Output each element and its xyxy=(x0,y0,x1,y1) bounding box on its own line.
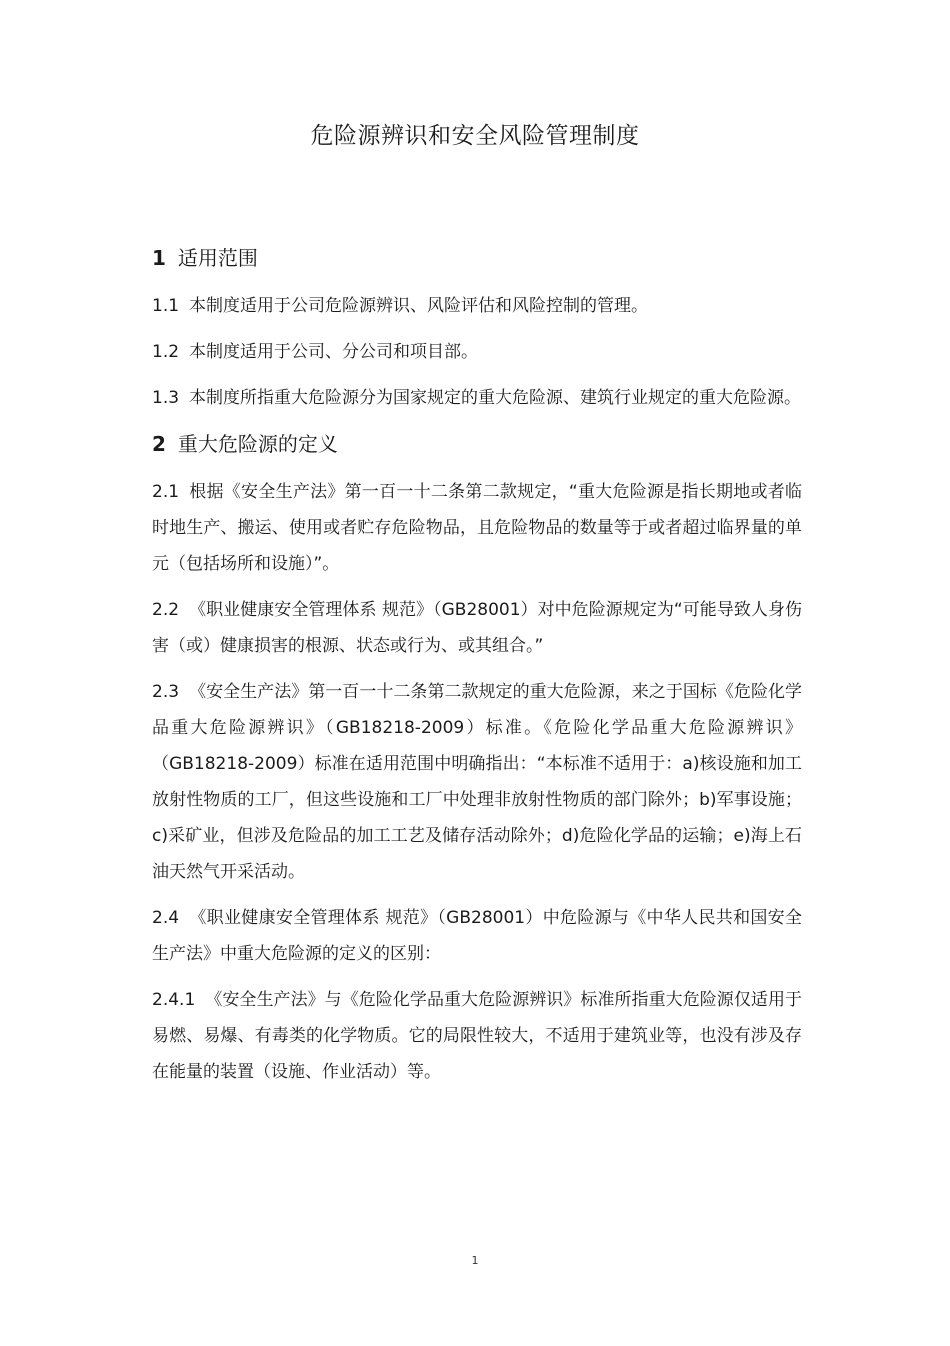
clause-text: 本制度适用于公司、分公司和项目部。 xyxy=(189,342,479,362)
clause-1-2 xyxy=(152,334,802,370)
clause-number: 2.3 xyxy=(152,682,180,702)
section-title: 重大危险源的定义 xyxy=(177,432,338,456)
clause-number: 2.1 xyxy=(152,482,180,502)
clause-text: 根据《安全生产法》第一百一十二条第二款规定，“重大危险源是指长期地或者临时地生产、搬运、使用或者贮存危险物品，且危险物品的数量等于或者超过临界量的单元（包括场所和设施）”。 xyxy=(152,482,802,574)
clause-text: 本制度所指重大危险源分为国家规定的重大危险源、建筑行业规定的重大危险源。 xyxy=(189,388,802,408)
section-number: 2 xyxy=(152,432,166,456)
clause-2-1 xyxy=(152,474,802,582)
clause-number: 1.1 xyxy=(152,296,180,316)
section-number: 1 xyxy=(152,246,166,270)
clause-number: 1.2 xyxy=(152,342,180,362)
clause-text: 《安全生产法》与《危险化学品重大危险源辨识》标准所指重大危险源仅适用于易燃、易爆、有毒类的化学物质。它的局限性较大，不适用于建筑业等，也没有涉及存在能量的装置（设施、作业活动）等。 xyxy=(152,990,802,1082)
document-body xyxy=(152,240,802,1100)
clause-number: 2.4.1 xyxy=(152,990,196,1010)
clause-number: 2.2 xyxy=(152,600,180,620)
clause-number: 2.4 xyxy=(152,908,180,928)
page-number: 1 xyxy=(471,1254,479,1267)
clause-2-3 xyxy=(152,674,802,890)
clause-2-4-1 xyxy=(152,982,802,1090)
document-title: 危险源辨识和安全风险管理制度 xyxy=(310,123,640,149)
section-title: 适用范围 xyxy=(177,246,258,270)
section-heading-definition xyxy=(152,426,802,462)
clause-text: 《职业健康安全管理体系 规范》（GB28001）对中危险源规定为“可能导致人身伤害（或）健康损害的根源、状态或行为、或其组合。” xyxy=(152,600,802,656)
clause-2-2 xyxy=(152,592,802,664)
clause-1-1 xyxy=(152,288,802,324)
clause-1-3 xyxy=(152,380,802,416)
section-heading-scope xyxy=(152,240,802,276)
clause-number: 1.3 xyxy=(152,388,180,408)
clause-text: 本制度适用于公司危险源辨识、风险评估和风险控制的管理。 xyxy=(189,296,649,316)
clause-text: 《安全生产法》第一百一十二条第二款规定的重大危险源，来之于国标《危险化学品重大危险源辨识》（GB18218-2009）标准。《危险化学品重大危险源辨识》（GB18218-2009）标准在适用范围中明确指出：“本标准不适用于：a)核设施和加工放射性物质的工厂，但这些设施和工厂中处理非放射性物质的部门除外；b)军事设施；c)采矿业，但涉及危险品的加工工艺及储存活动除外；d)危险化学品的运输；e)海上石油天然气开采活动。 xyxy=(152,682,802,882)
clause-text: 《职业健康安全管理体系 规范》（GB28001）中危险源与《中华人民共和国安全生产法》中重大危险源的定义的区别： xyxy=(152,908,802,964)
clause-2-4 xyxy=(152,900,802,972)
